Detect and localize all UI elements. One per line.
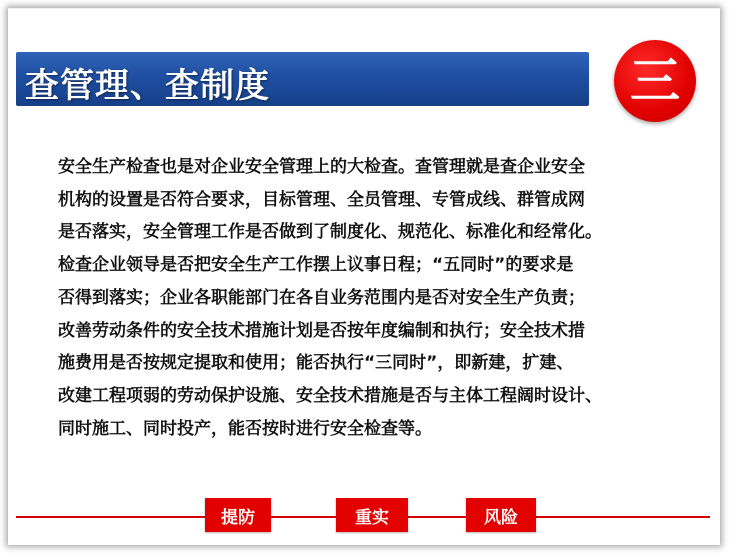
body-line: 否得到落实；企业各职能部门在各自业务范围内是否对安全生产负责； (58, 287, 585, 308)
body-line: 改建工程项弱的劳动保护设施、安全技术措施是否与主体工程阔时设计、 (58, 385, 602, 406)
footer-tag-zhongshi: 重实 (336, 498, 408, 532)
section-number-badge (614, 40, 696, 122)
body-line: 是否落实，安全管理工作是否做到了制度化、规范化、标准化和经常化。 (58, 222, 602, 243)
body-line: 同时施工、同时投产，能否按时进行安全检查等。 (58, 418, 432, 439)
slide-title: 查管理、查制度 (25, 66, 270, 106)
body-line: 改善劳动条件的安全技术措施计划是否按年度编制和执行；安全技术措 (58, 320, 585, 341)
footer-tag-tifang: 提防 (205, 498, 271, 532)
body-line: 安全生产检查也是对企业安全管理上的大检查。查管理就是查企业安全 (58, 157, 585, 177)
section-number: 三 (630, 52, 680, 110)
body-line: 机构的设置是否符合要求，目标管理、全员管理、专管成线、群管成网 (58, 189, 585, 210)
footer-tag-fengxian: 风险 (466, 498, 536, 532)
body-line: 检查企业领导是否把安全生产工作摆上议事日程；“五同时”的要求是 (58, 255, 574, 276)
body-paragraph (58, 151, 698, 445)
body-line: 施费用是否按规定提取和使用；能否执行“三同时”，即新建，扩建、 (58, 353, 574, 374)
